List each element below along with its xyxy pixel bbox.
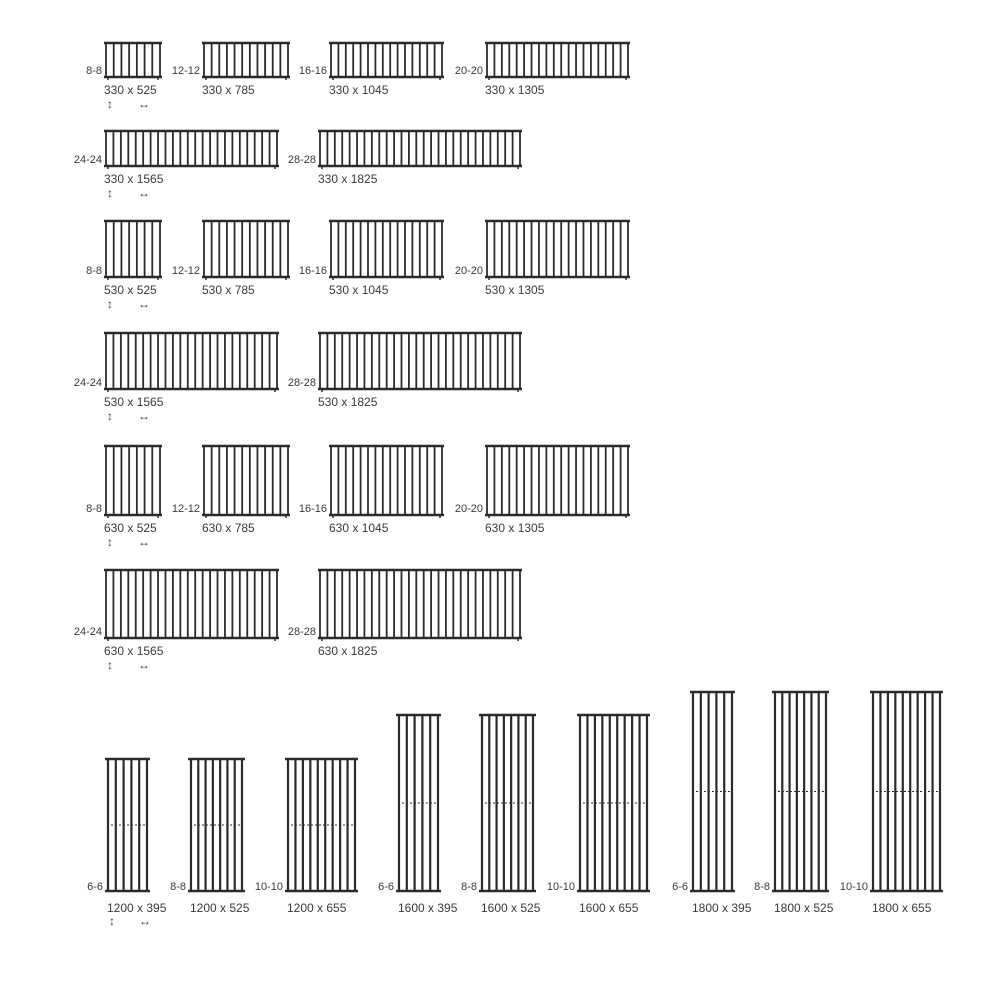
size-code: 16-16 [298,265,327,277]
size-dimensions: 1600 x 525 [481,901,541,915]
radiator [690,691,735,892]
radiator [870,691,943,892]
radiator [396,714,441,892]
radiator [202,220,290,280]
size-code: 8-8 [461,881,477,893]
radiator [318,332,522,392]
height-arrow: ↕ [107,297,113,311]
size-code: 16-16 [298,503,327,515]
size-code: 12-12 [171,65,200,77]
width-arrow: ↔ [138,658,150,672]
size-code: 10-10 [254,881,283,893]
width-arrow: ↔ [138,97,150,111]
size-code: 12-12 [171,503,200,515]
size-code: 8-8 [754,881,770,893]
radiator [329,445,444,518]
radiator [104,445,162,518]
size-dimensions: 330 x 1825 [318,172,378,186]
radiator [485,445,630,518]
width-arrow: ↔ [138,297,150,311]
size-dimensions: 330 x 1565 [104,172,164,186]
size-dimensions: 630 x 1045 [329,521,389,535]
size-dimensions: 530 x 785 [202,283,255,297]
size-code: 20-20 [454,265,483,277]
size-dimensions: 330 x 1045 [329,83,389,97]
radiator [188,758,245,892]
width-arrow: ↔ [139,914,151,928]
radiator [105,758,150,892]
radiator [318,130,522,169]
size-dimensions: 630 x 785 [202,521,255,535]
size-dimensions: 1800 x 525 [774,901,834,915]
size-dimensions: 330 x 785 [202,83,255,97]
height-arrow: ↕ [107,97,113,111]
size-dimensions: 530 x 1825 [318,395,378,409]
radiator [104,569,279,641]
size-dimensions: 1800 x 655 [872,901,932,915]
size-dimensions: 530 x 1305 [485,283,545,297]
radiator [772,691,829,892]
radiator [329,220,444,280]
size-dimensions: 330 x 1305 [485,83,545,97]
size-code: 6-6 [87,881,103,893]
height-arrow: ↕ [109,914,115,928]
size-dimensions: 1600 x 655 [579,901,639,915]
radiator [202,445,290,518]
radiator [329,42,444,80]
size-code: 8-8 [170,881,186,893]
size-code: 20-20 [454,65,483,77]
size-dimensions: 630 x 1825 [318,644,378,658]
size-dimensions: 530 x 525 [104,283,157,297]
size-code: 20-20 [454,503,483,515]
width-arrow: ↔ [138,535,150,549]
radiator [104,42,162,80]
radiator [485,42,630,80]
size-code: 10-10 [546,881,575,893]
radiator [104,332,279,392]
size-code: 6-6 [378,881,394,893]
height-arrow: ↕ [107,535,113,549]
size-dimensions: 530 x 1045 [329,283,389,297]
radiator [104,130,279,169]
size-code: 8-8 [86,265,102,277]
size-code: 12-12 [171,265,200,277]
size-code: 10-10 [839,881,868,893]
size-dimensions: 630 x 525 [104,521,157,535]
size-dimensions: 1200 x 525 [190,901,250,915]
size-code: 24-24 [73,377,102,389]
size-code: 8-8 [86,503,102,515]
size-code: 24-24 [73,154,102,166]
size-dimensions: 630 x 1565 [104,644,164,658]
radiator [104,220,162,280]
size-dimensions: 330 x 525 [104,83,157,97]
width-arrow: ↔ [138,186,150,200]
size-dimensions: 630 x 1305 [485,521,545,535]
size-dimensions: 1800 x 395 [692,901,752,915]
size-dimensions: 1200 x 655 [287,901,347,915]
radiator [479,714,536,892]
size-code: 28-28 [287,377,316,389]
radiator [202,42,290,80]
height-arrow: ↕ [107,658,113,672]
radiator [285,758,358,892]
size-dimensions: 1600 x 395 [398,901,458,915]
radiator [318,569,522,641]
size-code: 16-16 [298,65,327,77]
size-dimensions: 1200 x 395 [107,901,167,915]
size-dimensions: 530 x 1565 [104,395,164,409]
size-code: 24-24 [73,626,102,638]
height-arrow: ↕ [107,409,113,423]
height-arrow: ↕ [107,186,113,200]
size-code: 28-28 [287,626,316,638]
radiator [485,220,630,280]
width-arrow: ↔ [138,409,150,423]
size-code: 28-28 [287,154,316,166]
size-code: 8-8 [86,65,102,77]
size-code: 6-6 [672,881,688,893]
radiator [577,714,650,892]
